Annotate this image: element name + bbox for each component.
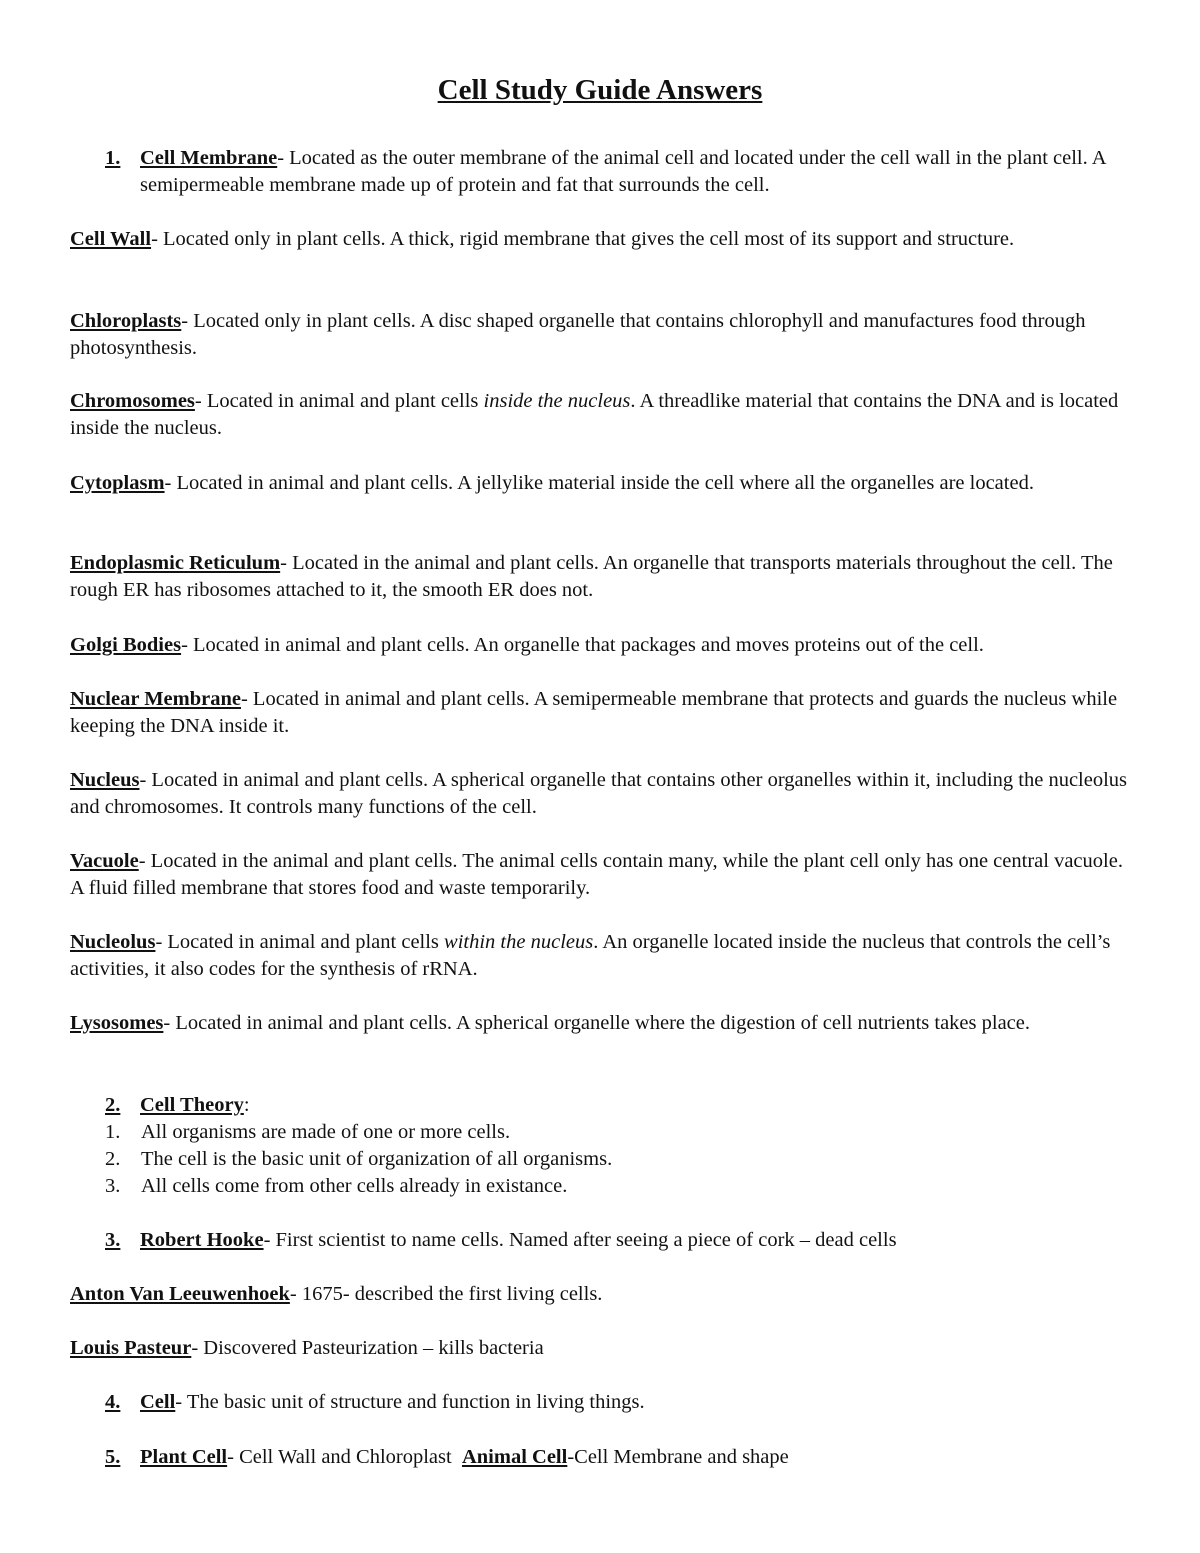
- definition-text: - Located in the animal and plant cells. The animal cells contain many, while the plant cell only has one central vacuole. A fluid filled membrane that stores food and waste temporarily.: [70, 850, 1123, 899]
- definition-text: . An organelle located inside the nucleus that controls the cell’s activities, it also codes for the synthesis of rRNA.: [70, 931, 1111, 980]
- list-number: 2.: [105, 1148, 121, 1170]
- heading-suffix: :: [243, 1094, 250, 1116]
- term: Chloroplasts: [70, 310, 182, 332]
- definition-chloroplasts: [70, 308, 1135, 362]
- definition-text: - Located in the animal and plant cells. An organelle that transports materials throughout the cell. The rough ER has ribosomes attached to it, the smooth ER does not.: [70, 552, 1113, 601]
- definition-text: - First scientist to name cells. Named after seeing a piece of cork – dead cells: [263, 1229, 897, 1251]
- list-text: All organisms are made of one or more cells.: [141, 1121, 511, 1143]
- italic-phrase: inside the nucleus: [483, 390, 631, 412]
- definition-text: - Discovered Pasteurization – kills bacteria: [191, 1337, 544, 1359]
- definition-nuclear-membrane: [70, 686, 1135, 740]
- definition-louis-pasteur: [70, 1335, 1135, 1362]
- definition-chromosomes: [70, 388, 1135, 442]
- term: Lysosomes: [70, 1012, 164, 1034]
- definition-text: - Located in animal and plant cells. A semipermeable membrane that protects and guards the nucleus while keeping the DNA inside it.: [70, 688, 1118, 737]
- definition-text: - 1675- described the first living cells.: [289, 1283, 603, 1305]
- list-item: [105, 1173, 1105, 1200]
- question-number: 5.: [105, 1446, 121, 1468]
- definition-text: - Located in animal and plant cells. An organelle that packages and moves proteins out of the cell.: [181, 634, 984, 656]
- list-item: [105, 1119, 1105, 1146]
- question-number: 2.: [105, 1094, 121, 1116]
- term: Cell Wall: [70, 228, 152, 250]
- definition-text: - Located only in plant cells. A thick, rigid membrane that gives the cell most of its support and structure.: [151, 228, 1015, 250]
- definition-nucleus: [70, 767, 1135, 821]
- list-number: 3.: [105, 1175, 121, 1197]
- term: Nucleus: [70, 769, 140, 791]
- definition-vacuole: [70, 848, 1135, 902]
- heading-cell-theory: [140, 1092, 1135, 1119]
- term: Golgi Bodies: [70, 634, 182, 656]
- definition-text: - Cell Wall and Chloroplast: [227, 1446, 462, 1468]
- definition-lysosomes: [70, 1010, 1135, 1037]
- list-text: All cells come from other cells already in existance.: [141, 1175, 568, 1197]
- definition-text: - Located only in plant cells. A disc shaped organelle that contains chlorophyll and manufactures food through photosynthesis.: [70, 310, 1086, 359]
- definition-text: - Located in animal and plant cells. A spherical organelle where the digestion of cell nutrients takes place.: [163, 1012, 1030, 1034]
- definition-text: - Located in animal and plant cells. A spherical organelle that contains other organelles within it, including the nucleolus and chromosomes. It controls many functions of the cell.: [70, 769, 1128, 818]
- term: Cell Theory: [140, 1094, 244, 1116]
- definition-endoplasmic-reticulum: [70, 550, 1135, 604]
- definition-cell-wall: [70, 226, 1135, 253]
- italic-phrase: within the nucleus: [444, 931, 594, 953]
- term: Cell Membrane: [140, 147, 278, 169]
- definition-text: - The basic unit of structure and function in living things.: [175, 1391, 645, 1413]
- definition-golgi-bodies: [70, 632, 1135, 659]
- definition-text: - Located in animal and plant cells: [194, 390, 484, 412]
- question-number: 4.: [105, 1391, 121, 1413]
- term: Cytoplasm: [70, 472, 165, 494]
- term: Animal Cell: [461, 1446, 568, 1468]
- definition-plant-animal-cell: [140, 1444, 1135, 1471]
- question-number: 1.: [105, 147, 121, 169]
- definition-text: - Located in animal and plant cells: [155, 931, 445, 953]
- definition-text: - Located in animal and plant cells. A jellylike material inside the cell where all the organelles are located.: [164, 472, 1034, 494]
- definition-anton-van-leeuwenhoek: [70, 1281, 1135, 1308]
- term: Nuclear Membrane: [70, 688, 241, 710]
- list-number: 1.: [105, 1121, 121, 1143]
- list-item: [105, 1146, 1105, 1173]
- definition-cell-membrane: [140, 145, 1135, 199]
- question-number: 3.: [105, 1229, 121, 1251]
- definition-text: -Cell Membrane and shape: [567, 1446, 789, 1468]
- list-text: The cell is the basic unit of organization of all organisms.: [141, 1148, 613, 1170]
- definition-text: . A threadlike material that contains the DNA and is located inside the nucleus.: [70, 390, 1119, 439]
- definition-nucleolus: [70, 929, 1135, 983]
- definition-cytoplasm: [70, 470, 1135, 497]
- term: Endoplasmic Reticulum: [70, 552, 281, 574]
- page-title: Cell Study Guide Answers: [437, 74, 763, 106]
- term: Vacuole: [70, 850, 139, 872]
- definition-cell: [140, 1389, 1135, 1416]
- definition-text: - Located as the outer membrane of the animal cell and located under the cell wall in the plant cell. A semipermeable membrane made up of protein and fat that surrounds the cell.: [140, 147, 1106, 196]
- term: Nucleolus: [70, 931, 156, 953]
- definition-robert-hooke: [140, 1227, 1135, 1254]
- term: Louis Pasteur: [70, 1337, 192, 1359]
- term: Cell: [140, 1391, 176, 1413]
- term: Anton Van Leeuwenhoek: [70, 1283, 290, 1305]
- term: Plant Cell: [140, 1446, 228, 1468]
- term: Robert Hooke: [140, 1229, 264, 1251]
- term: Chromosomes: [70, 390, 195, 412]
